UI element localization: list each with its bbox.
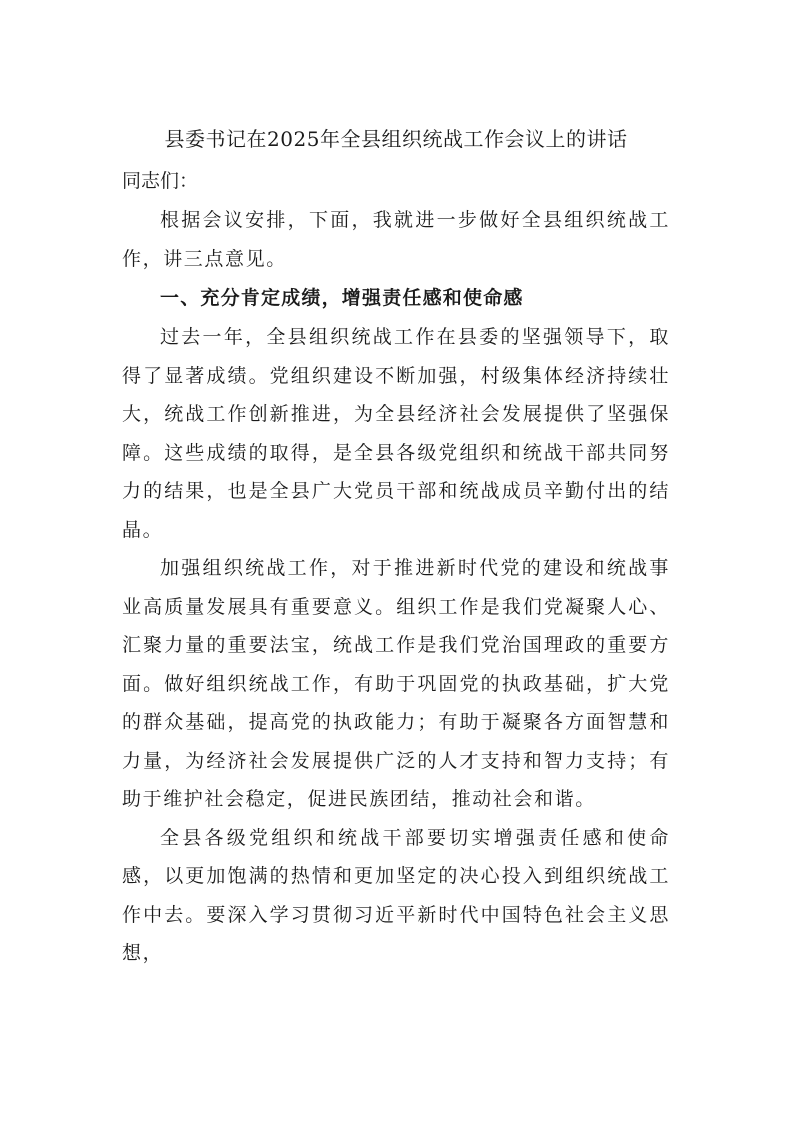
salutation: 同志们： bbox=[122, 170, 199, 192]
body-paragraph: 过去一年，全县组织统战工作在县委的坚强领导下，取得了显著成绩。党组织建设不断加强，村级集体经济持续壮大，统战工作创新推进，为全县经济社会发展提供了坚强保障。这些成绩的取得，是全县各级党组织和统战干部共同努力的结果，也是全县广大党员干部和统战成员辛勤付出的结晶。 bbox=[122, 326, 670, 541]
body-paragraph: 加强组织统战工作，对于推进新时代党的建设和统战事业高质量发展具有重要意义。组织工作是我们党凝聚人心、汇聚力量的重要法宝，统战工作是我们党治国理政的重要方面。做好组织统战工作，有助于巩固党的执政基础，扩大党的群众基础，提高党的执政能力；有助于凝聚各方面智慧和力量，为经济社会发展提供广泛的人才支持和智力支持；有助于维护社会稳定，促进民族团结，推动社会和谐。 bbox=[122, 557, 670, 810]
document-title: 县委书记在2025年全县组织统战工作会议上的讲话 bbox=[164, 127, 628, 151]
document-body bbox=[122, 121, 670, 973]
body-paragraph: 全县各级党组织和统战干部要切实增强责任感和使命感，以更加饱满的热情和更加坚定的决心投入到组织统战工作中去。要深入学习贯彻习近平新时代中国特色社会主义思想， bbox=[122, 826, 670, 964]
section-heading-1: 一、充分肯定成绩，增强责任感和使命感 bbox=[160, 287, 524, 309]
intro-paragraph: 根据会议安排，下面，我就进一步做好全县组织统战工作，讲三点意见。 bbox=[122, 209, 670, 270]
